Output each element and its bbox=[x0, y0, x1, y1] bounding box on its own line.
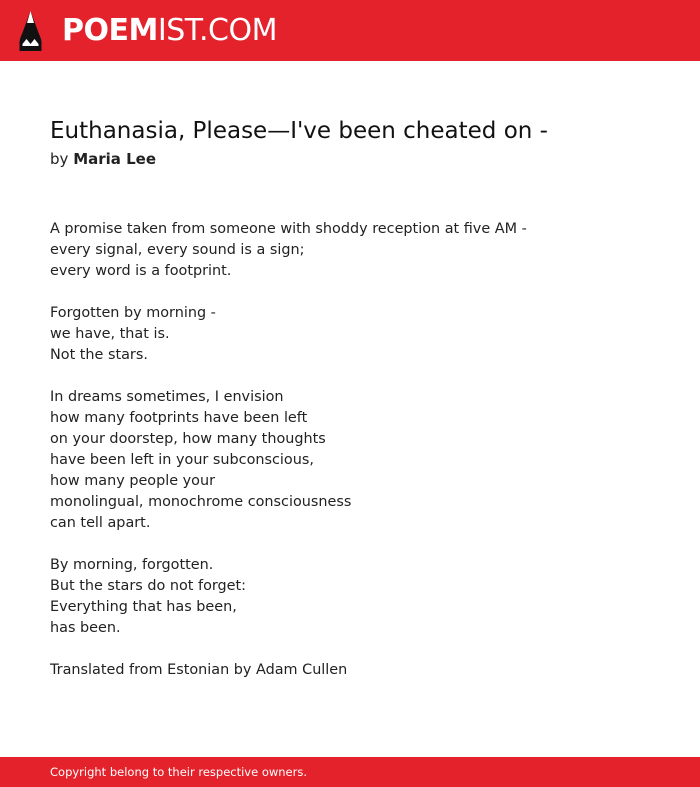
poem-title: Euthanasia, Please—I've been cheated on - bbox=[50, 118, 548, 144]
poem-line: monolingual, monochrome consciousness bbox=[50, 494, 352, 510]
copyright-text: Copyright belong to their respective owners. bbox=[50, 765, 308, 779]
poem-line: In dreams sometimes, I envision bbox=[50, 389, 284, 405]
poem-line: Not the stars. bbox=[50, 347, 148, 363]
poem-line: have been left in your subconscious, bbox=[50, 452, 314, 468]
logo-text-light: IST.COM bbox=[157, 13, 277, 48]
pencil-tip-icon[interactable] bbox=[18, 10, 43, 52]
poem-line: how many footprints have been left bbox=[50, 410, 308, 426]
poem-line: every signal, every sound is a sign; bbox=[50, 242, 305, 258]
stanza bbox=[50, 303, 527, 366]
poem-line: Everything that has been, bbox=[50, 599, 237, 615]
poem-line: By morning, forgotten. bbox=[50, 557, 214, 573]
author-name[interactable]: Maria Lee bbox=[73, 150, 157, 168]
by-label: by bbox=[50, 150, 69, 168]
poem-line: But the stars do not forget: bbox=[50, 578, 247, 594]
poem-line: on your doorstep, how many thoughts bbox=[50, 431, 326, 447]
site-header bbox=[0, 0, 700, 61]
stanza bbox=[50, 387, 527, 534]
poem-line: we have, that is. bbox=[50, 326, 170, 342]
translator-note: Translated from Estonian by Adam Cullen bbox=[50, 662, 348, 678]
poem-line: has been. bbox=[50, 620, 121, 636]
stanza bbox=[50, 219, 527, 282]
poem-line: can tell apart. bbox=[50, 515, 151, 531]
byline bbox=[50, 149, 156, 169]
site-logo[interactable] bbox=[62, 13, 277, 49]
logo-text-bold: POEM bbox=[62, 13, 158, 48]
poem-line: A promise taken from someone with shoddy reception at five AM - bbox=[50, 221, 527, 237]
stanza bbox=[50, 555, 527, 639]
poem-line: how many people your bbox=[50, 473, 216, 489]
poem-line: Forgotten by morning - bbox=[50, 305, 216, 321]
site-footer bbox=[0, 757, 700, 787]
poem-line: every word is a footprint. bbox=[50, 263, 232, 279]
poem-body bbox=[50, 219, 527, 681]
